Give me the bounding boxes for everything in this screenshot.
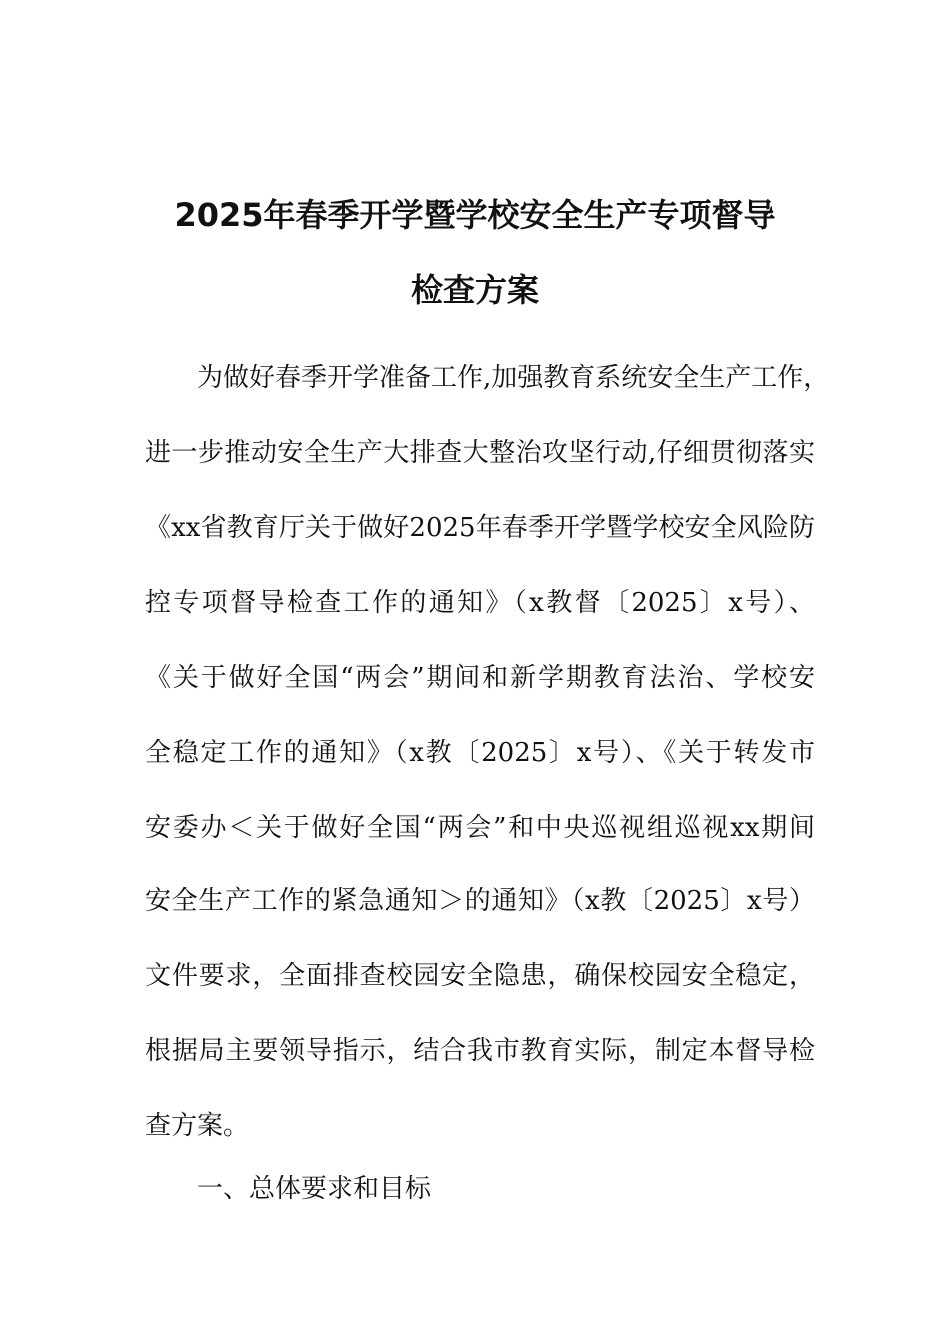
paragraph-line-5: 《关于做好全国“两会”期间和新学期教育法治、学校安 <box>145 663 815 693</box>
paragraph-line-3: 《xx省教育厅关于做好2025年春季开学暨学校安全风险防 <box>145 513 815 543</box>
paragraph-line-6: 全稳定工作的通知》（x教〔2025〕x号）、《关于转发市 <box>145 738 815 768</box>
paragraph-line-9: 文件要求，全面排查校园安全隐患，确保校园安全稳定， <box>145 961 815 991</box>
document-title-line-2: 检查方案 <box>410 271 539 309</box>
document-title-line-1: 2025年春季开学暨学校安全生产专项督导 <box>174 196 776 234</box>
paragraph-line-1: 为做好春季开学准备工作,加强教育系统安全生产工作， <box>197 363 830 393</box>
section-heading: 一、总体要求和目标 <box>197 1174 432 1204</box>
paragraph-line-11: 查方案。 <box>145 1111 250 1141</box>
paragraph-line-2: 进一步推动安全生产大排查大整治攻坚行动,仔细贯彻落实 <box>145 438 815 468</box>
paragraph-line-4: 控专项督导检查工作的通知》（x教督〔2025〕x号）、 <box>145 588 815 618</box>
paragraph-line-8: 安全生产工作的紧急通知＞的通知》（x教〔2025〕x号） <box>145 886 815 916</box>
paragraph-line-10: 根据局主要领导指示，结合我市教育实际，制定本督导检 <box>145 1036 815 1066</box>
paragraph-line-7: 安委办＜关于做好全国“两会”和中央巡视组巡视xx期间 <box>145 813 815 843</box>
